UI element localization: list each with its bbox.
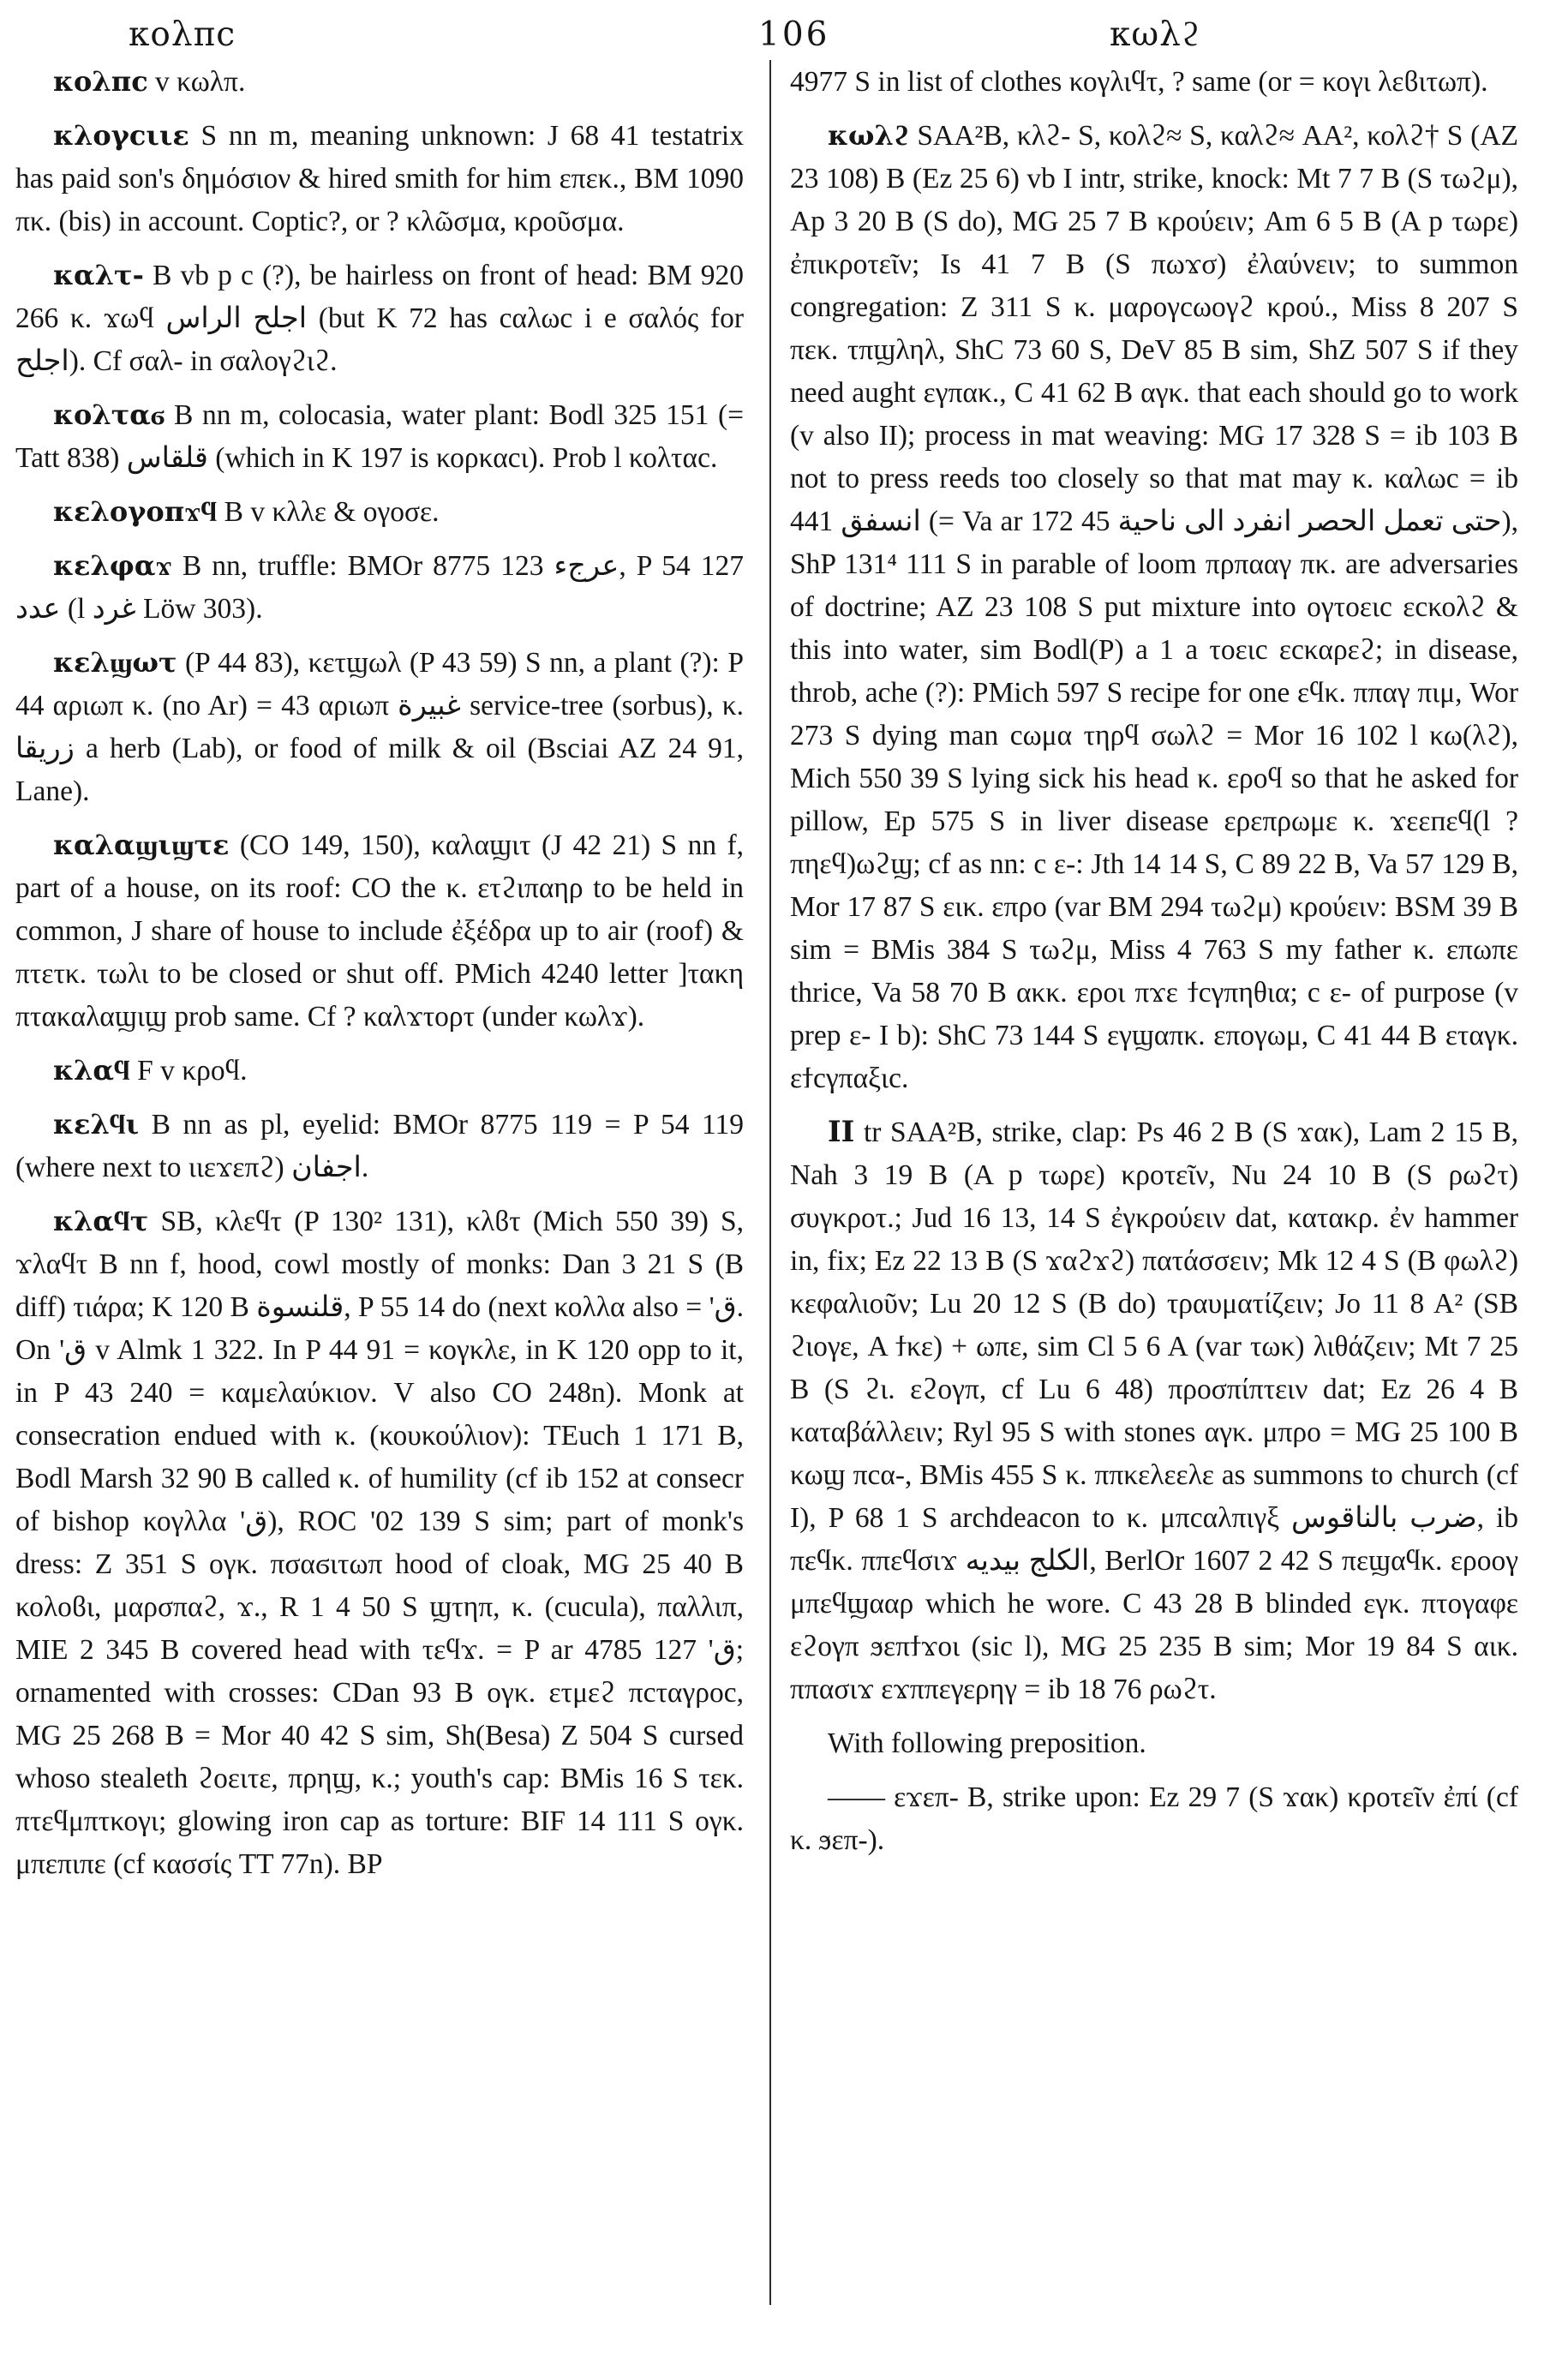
entry: [790, 114, 1518, 1100]
headword: κελϣωτ: [53, 646, 177, 679]
entry-text: S nn m, meaning unknown: J 68 41 testatrix has paid son's δημόσιον & hired smith for him επεκ., BM 1090 πκ. (bis) in account. Coptic?, or ? κλῶσμα, κροῦσμα.: [15, 120, 744, 237]
headword: κωλϩ: [828, 119, 910, 152]
left-column: [15, 60, 744, 2352]
entry: [15, 1200, 744, 1886]
column-divider: [769, 60, 771, 2305]
subsection-heading: [790, 1721, 1518, 1765]
entry: [15, 114, 744, 243]
entry: [15, 544, 744, 631]
entry: [15, 254, 744, 383]
headword: κολταϭ: [53, 398, 165, 431]
entry-text: SAA²B, κλϩ- S, κολϩ≈ S, καλϩ≈ AA², κολϩ† S (AZ 23 108) B (Ez 25 6) vb I intr, strike, knock: Mt 7 7 B (S τωϩμ), Ap 3 20 B (S do), MG 25 7 B κρούειν; Am 6 5 B (A p τωρε) ἐπικροτεῖν; Is 41 7 B (S πωϫσ) ἐλαύνειν; to summon congregation: Z 311 S κ. μαρογcωογϩ κρού., Miss 8 207 S πεκ. τπϣληλ, ShC 73 60 S, DeV 85 B sim, ShZ 507 S if they need aught εγπακ., C 41 62 B αγκ. that each should go to work (v also II); process in mat weaving: MG 17 328 S = ib 103 B not to press reeds too closely so that mat may κ. καλωc = ib 441 انسفق (= Va ar 172 45 حتى تعمل الحصر انفرد الى ناحية), ShP 131⁴ 111 S in parable of loom πρπααγ πκ. are adversaries of doctrine; AZ 23 108 S put mixture into ογτοειc εcκολϩ & this into water, sim Bodl(P) a 1 a τοειc εcκαρεϩ; in disease, throb, ache (?): PMich 597 S recipe for one εϥκ. ππαγ πιμ, Wor 273 S dying man cωμα τηρϥ σωλϩ = Mor 16 102 l κω(λϩ), Mich 550 39 S lying sick his head κ. εροϥ so that he asked for pillow, Ep 575 S in liver disease ερεπρωμε κ. ϫεεпεϥ(l ? πηεϥ)ωϩϣ; cf as nn: c ε-: Jth 14 14 S, C 89 22 B, Va 57 129 B, Mor 17 87 S εικ. επρο (var BM 294 τωϩμ) κρούειν: BSM 39 B sim = BMis 384 S τωϩμ, Miss 4 763 S my father κ. επωπε thrice, Va 58 70 B ακκ. εροι πϫε ϯcγπηθια; c ε- of purpose (v prep ε- I b): ShC 73 144 S εγϣαπκ. επογωμ, C 41 44 B εταγκ. εϯcγπαξιc.: [790, 120, 1518, 1094]
headword: κλογcιιε: [53, 119, 189, 152]
headword: κολπc: [53, 65, 148, 98]
headword: κελφαϫ: [53, 549, 172, 582]
entry: [15, 60, 744, 104]
entry-text: With following preposition.: [828, 1727, 1146, 1759]
headword: κελογοπϫϥ: [53, 495, 218, 528]
entry-text: SB, κλεϥτ (P 130² 131), κλϐτ (Mich 550 39) S, ϫλαϥτ B nn f, hood, cowl mostly of monks: Dan 3 21 S (B diff) τιάρα; K 120 B قلنسوة, P 55 14 do (next κολλα also = 'ق. On 'ق v Almk 1 322. In P 44 91 = κογκλε, in K 120 opp to it, in P 43 240 = καμελαύκιον. V also CO 248n). Monk at consecration endued with κ. (κουκούλιον): TEuch 1 171 B, Bodl Marsh 32 90 B called κ. of humility (cf ib 152 at consecr of bishop κογλλα 'ق), ROC '02 139 S sim; part of monk's dress: Z 351 S ογκ. πσαϭιτωπ hood of cloak, MG 25 40 B κολοϐι, μαρσπαϩ, ϫ., R 1 4 50 S ϣτηπ, κ. (cucula), παλλιπ, MIE 2 345 B covered head with τεϥϫ. = P ar 4785 127 'ق; ornamented with crosses: CDan 93 B ογκ. ετμεϩ πcταγροc, MG 25 268 B = Mor 40 42 S sim, Sh(Besa) Z 504 S cursed whoso stealeth ϩοειτε, πρηϣ, κ.; youth's cap: BMis 16 S τεκ. πτεϥμπτκογι; glowing iron cap as torture: BIF 14 111 S ογκ. μπεπιπε (cf κασσίς TT 77n). BP: [15, 1206, 744, 1880]
entry-text: B v κλλε & ογοσε.: [217, 496, 440, 528]
page-number: 106: [758, 15, 830, 54]
entry: [790, 1111, 1518, 1711]
entry-text: B vb p c (?), be hairless on front of head: BM 920 266 κ. ϫωϥ اجلح الراس (but K 72 has cαλωc i e σαλός for اجلح). Cf σαλ- in σαλογϩιϩ.: [15, 260, 744, 377]
entry-text: —— εϫεπ- B, strike upon: Ez 29 7 (S ϫακ) κροτεῖν ἐπί (cf κ. ϧεπ-).: [790, 1781, 1518, 1856]
entry-text: F v κροϥ.: [129, 1055, 248, 1087]
headword: καλτ-: [53, 259, 144, 291]
entry-text: B nn as pl, eyelid: BMOr 8775 119 = P 54 119 (where next to ιιεϫεπϩ) اجفان.: [15, 1109, 744, 1183]
entry-text: 4977 S in list of clothes κογλιϥτ, ? same (or = κογι λεϐιτωπ).: [790, 66, 1488, 98]
entry: [15, 1049, 744, 1093]
running-head-left: κολπc: [129, 15, 236, 54]
headword: κελϥι: [53, 1108, 140, 1141]
entry-text: v κωλπ.: [147, 66, 246, 98]
sense-number: II: [828, 1115, 855, 1148]
entry: [15, 1103, 744, 1189]
entry-text: B nn m, colocasia, water plant: Bodl 325 151 (= Tatt 838) قلقاس (which in K 197 is κορκαcι). Prob l κολταc.: [15, 399, 744, 474]
entry-text: (CO 149, 150), καλαϣιτ (J 42 21) S nn f, part of a house, on its roof: CO the κ. ετϩιπαηρ to be held in common, J share of house to include ἐξέδρα up to air (roof) & πτετκ. τωλι to be closed or shut off. PMich 4240 letter ]τακη πτακαλαϣιϣ prob same. Cf ? καλϫτορτ (under κωλϫ).: [15, 829, 744, 1033]
entry-text: B nn, truffle: BMOr 8775 123 عرجء, P 54 127 عدد (l غرد Löw 303).: [15, 550, 744, 625]
headword: καλαϣιϣτε: [53, 829, 230, 861]
entry: [15, 490, 744, 534]
entry: [15, 393, 744, 480]
entry: [790, 1775, 1518, 1862]
entry-continuation: [790, 60, 1518, 104]
headword: κλαϥτ: [53, 1205, 149, 1237]
entry: [15, 823, 744, 1039]
entry: [15, 641, 744, 813]
entry-text: tr SAA²B, strike, clap: Ps 46 2 B (S ϫακ), Lam 2 15 B, Nah 3 19 B (A p τωρε) κροτεῖν, Nu 24 10 B (S ρωϩτ) συγκροτ.; Jud 16 13, 14 S ἐγκρούειν dat, κατακρ. ἐν hammer in, fix; Ez 22 13 B (S ϫαϩϫϩ) πατάσσειν; Mk 12 4 S (B φωλϩ) κεφαλιοῦν; Lu 20 12 S (B do) τραυματίζειν; Jo 11 8 A² (SB ϩιογε, A ϯκε) + ωπε, sim Cl 5 6 A (var τωκ) λιθάζειν; Mt 7 25 B (S ϩι. εϩογπ, cf Lu 6 48) προσπίπτειν dat; Ez 26 4 B καταβάλλειν; Ryl 95 S with stones αγκ. μπρο = MG 25 100 B κωϣ πcα-, BMis 455 S κ. ππκελεελε as summons to church (cf I), P 68 1 S archdeacon to κ. μπcαλπιγξ ضرب بالناقوس, ib πεϥκ. ππεϥσιϫ الكلج بيديه, BerlOr 1607 2 42 S πεϣαϥκ. εροογ μπεϥϣααρ which he wore. C 43 28 B blinded εγκ. πτογαφε εϩογπ ϧεπϯϫοι (sic l), MG 25 235 B sim; Mor 19 84 S αικ. ππασιϫ εϫππεγερηγ = ib 18 76 ρωϩτ.: [790, 1117, 1518, 1705]
running-head-right: κωλϩ: [1110, 15, 1201, 54]
headword: κλαϥ: [53, 1054, 130, 1087]
right-column: [790, 60, 1518, 2352]
entry-text: (P 44 83), κετϣωλ (P 43 59) S nn, a plant (?): P 44 αριωπ κ. (no Ar) = 43 αριωπ غبيرة service-tree (sorbus), κ. زريقا a herb (Lab), or food of milk & oil (Bsciai AZ 24 91, Lane).: [15, 647, 744, 807]
